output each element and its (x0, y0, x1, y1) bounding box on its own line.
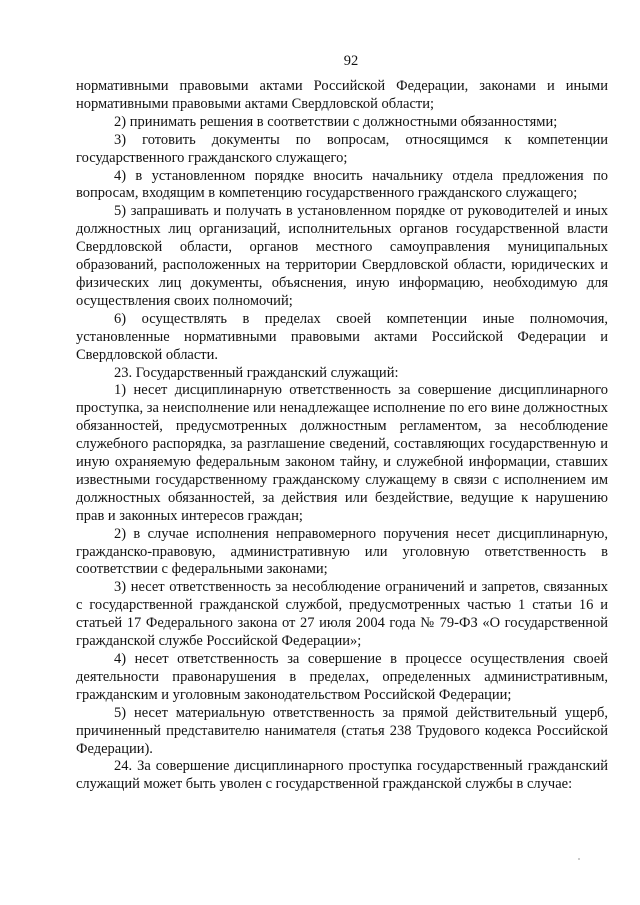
paragraph: 4) в установленном порядке вносить начальнику отдела предложения по вопросам, входящим в компетенцию государственного гражданского служащего; (76, 167, 608, 202)
paragraph: 5) несет материальную ответственность за прямой действительный ущерб, причиненный представителю нанимателя (статья 238 Трудового кодекса Российской Федерации). (76, 704, 608, 757)
paragraph: 5) запрашивать и получать в установленном порядке от руководителей и иных должностных лиц организаций, исполнительных органов государственной власти Свердловской области, органов местного самоуправления муниципальных образований, расположенных на территории Свердловской области, юридических и физических лиц документы, объяснения, иную информацию, необходимую для осуществления своих полномочий; (76, 203, 608, 309)
page-number: 92 (343, 53, 359, 69)
paragraph: 4) несет ответственность за совершение в процессе осуществления своей деятельности правонарушения в пределах, определенных административным, гражданским и уголовным законодательством Российской Федерации; (76, 651, 608, 703)
paragraph: 3) несет ответственность за несоблюдение ограничений и запретов, связанных с государственной гражданской службой, предусмотренных частью 1 статьи 16 и статьей 17 Федерального закона от 27 июля 2004 года № 79-ФЗ «О государственной гражданской службе Российской Федерации»; (76, 579, 608, 650)
paragraph: нормативными правовыми актами Российской Федерации, законами и иными нормативными правовыми актами Свердловской области; (76, 78, 608, 112)
scan-speck (578, 858, 580, 860)
paragraph: 2) в случае исполнения неправомерного поручения несет дисциплинарную, гражданско-правовую, административную или уголовную ответственность в соответствии с федеральными законами; (76, 525, 608, 578)
document-page (76, 52, 608, 794)
document-body (76, 78, 608, 794)
paragraph: 23. Государственный гражданский служащий: (114, 364, 399, 381)
paragraph: 24. За совершение дисциплинарного проступка государственный гражданский служащий может быть уволен с государственной гражданской службы в случае: (76, 758, 608, 793)
paragraph: 2) принимать решения в соответствии с должностными обязанностями; (114, 113, 558, 130)
paragraph: 3) готовить документы по вопросам, относящимся к компетенции государственного гражданского служащего; (76, 131, 608, 166)
paragraph: 1) несет дисциплинарную ответственность за совершение дисциплинарного проступка, за неисполнение или ненадлежащее исполнение по его вине должностных обязанностей, предусмотренных должностным регламентом, за несоблюдение служебного распорядка, за разглашение сведений, составляющих государственную и иную охраняемую федеральным законом тайну, и служебной информации, ставших известными государственному гражданскому служащему в связи с исполнением им должностных обязанностей, за действия или бездействие, ведущие к нарушению прав и законных интересов граждан; (76, 382, 608, 524)
paragraph: 6) осуществлять в пределах своей компетенции иные полномочия, установленные нормативными правовыми актами Российской Федерации и Свердловской области. (76, 310, 608, 363)
